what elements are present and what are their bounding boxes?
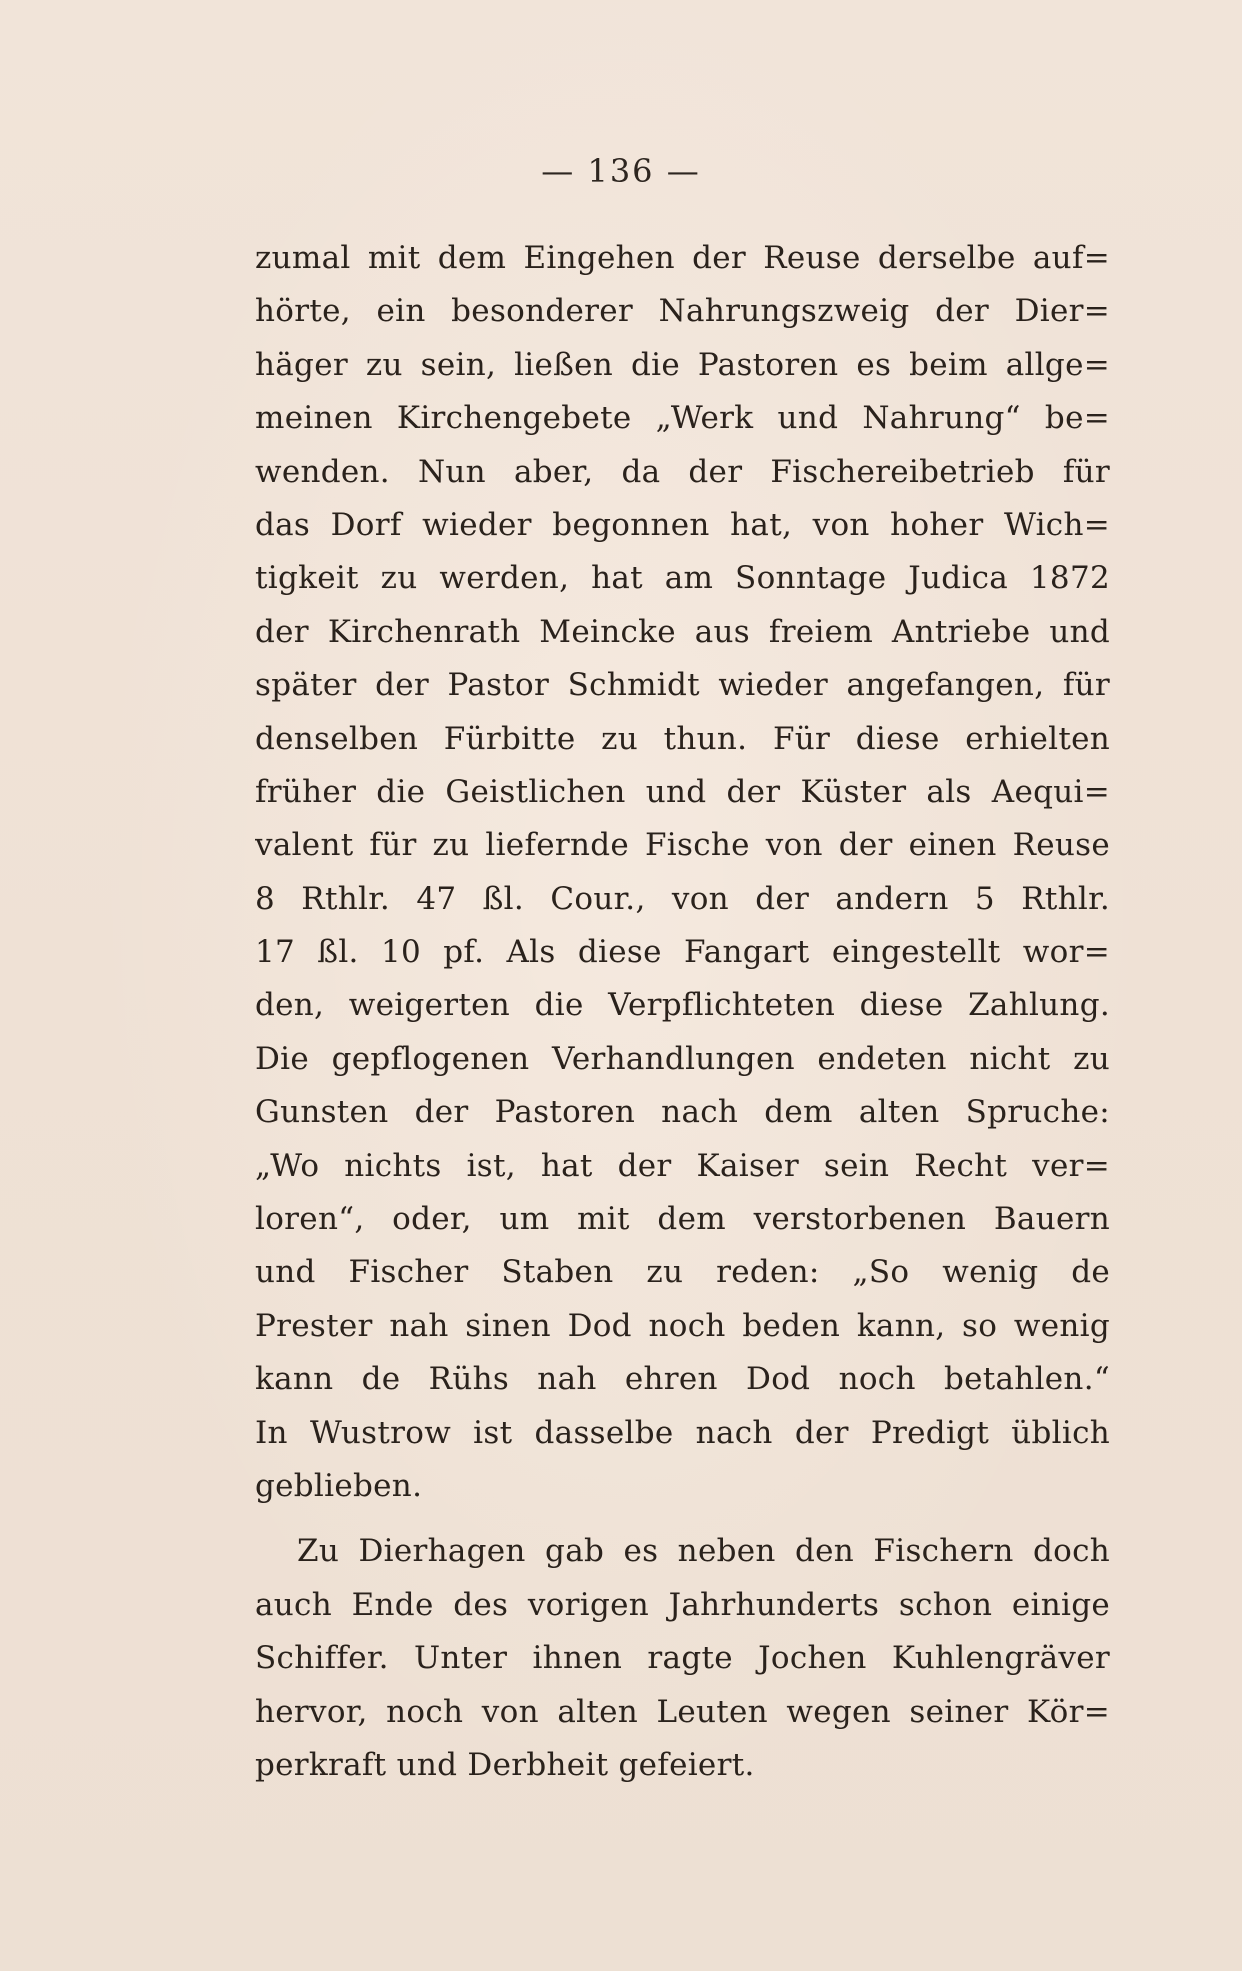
text-line: tigkeit zu werden, hat am Sonntage Judica 1872 [255,560,1110,597]
paragraph-gap [255,1513,1110,1525]
text-line: Die gepflogenen Verhandlungen endeten nicht zu [255,1040,1110,1077]
body-text [255,232,1110,1792]
text-line: und Fischer Staben zu reden: „So wenig de [255,1254,1110,1291]
text-line: Gunsten der Pastoren nach dem alten Spruche: [255,1094,1110,1131]
text-line: denselben Fürbitte zu thun. Für diese erhielten [255,720,1110,757]
text-line: früher die Geistlichen und der Küster als Aequi= [255,773,1110,810]
text-line: der Kirchenrath Meincke aus freiem Antriebe und [255,613,1110,650]
text-line: später der Pastor Schmidt wieder angefangen, für [255,667,1110,704]
text-line: loren“, oder, um mit dem verstorbenen Bauern [255,1201,1110,1238]
paragraph [255,232,1110,1513]
text-line: 8 Rthlr. 47 ßl. Cour., von der andern 5 Rthlr. [255,880,1110,917]
text-line: Prester nah sinen Dod noch beden kann, so wenig [255,1307,1110,1344]
text-line: auch Ende des vorigen Jahrhunderts schon einige [255,1586,1110,1623]
text-line: meinen Kirchengebete „Werk und Nahrung“ be= [255,400,1110,437]
text-line: perkraft und Derbheit gefeiert. [255,1746,755,1783]
text-line: „Wo nichts ist, hat der Kaiser sein Recht ver= [255,1147,1110,1184]
text-line: kann de Rühs nah ehren Dod noch betahlen.“ [255,1361,1110,1398]
text-line: das Dorf wieder begonnen hat, von hoher Wich= [255,506,1110,543]
text-line: hörte, ein besonderer Nahrungszweig der Dier= [255,293,1110,330]
text-line: Schiffer. Unter ihnen ragte Jochen Kuhlengräver [255,1640,1110,1677]
paragraph [255,1525,1110,1792]
text-line: häger zu sein, ließen die Pastoren es beim allge= [255,346,1110,383]
text-line: hervor, noch von alten Leuten wegen seiner Kör= [255,1693,1110,1730]
text-line: den, weigerten die Verpflichteten diese Zahlung. [255,987,1110,1024]
text-line: geblieben. [255,1467,423,1504]
text-line: valent für zu liefernde Fische von der einen Reuse [255,827,1110,864]
text-line: wenden. Nun aber, da der Fischereibetrieb für [255,453,1110,490]
text-line: 17 ßl. 10 pf. Als diese Fangart eingestellt wor= [255,934,1110,971]
text-line: Zu Dierhagen gab es neben den Fischern doch [297,1533,1110,1570]
text-line: In Wustrow ist dasselbe nach der Predigt üblich [255,1414,1110,1451]
page-number: — 136 — [541,152,701,190]
text-line: zumal mit dem Eingehen der Reuse derselbe auf= [255,240,1110,276]
